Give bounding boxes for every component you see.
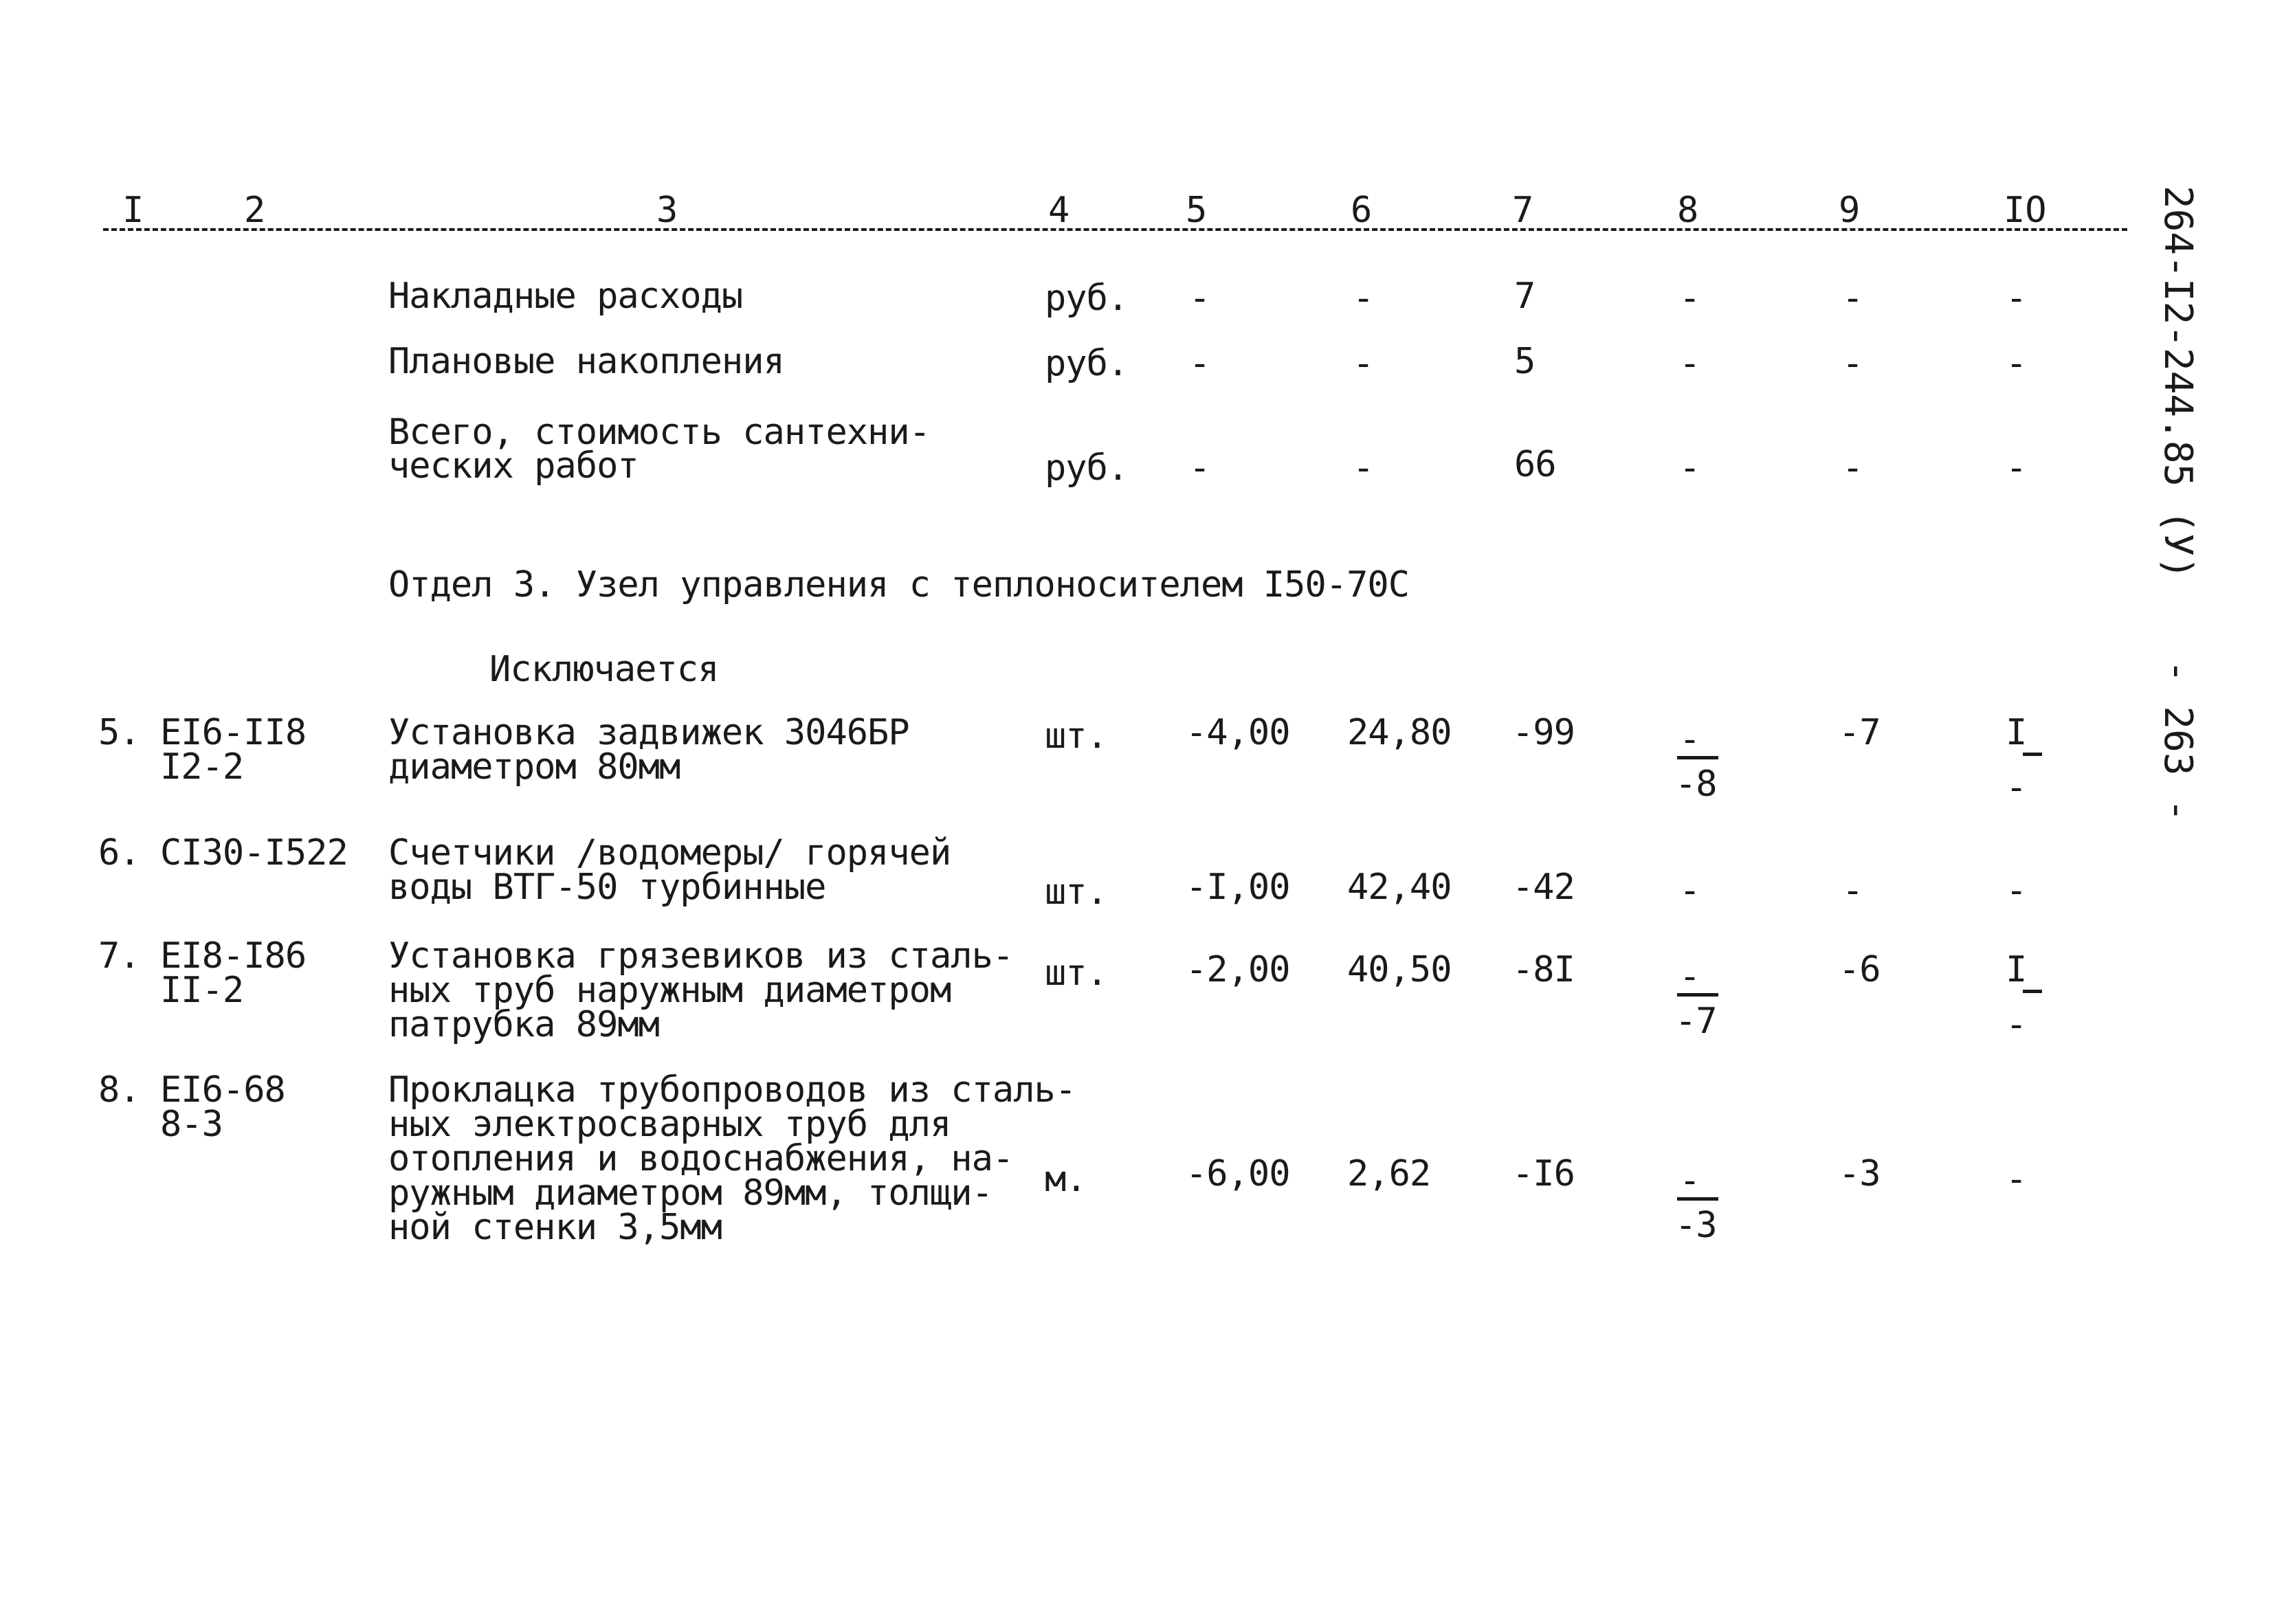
row-7-unit: шт. bbox=[1045, 953, 1107, 994]
row-5-unit: шт. bbox=[1045, 715, 1107, 757]
summary-savings-c5: - bbox=[1189, 343, 1210, 384]
row-6-code1: CI30-I522 bbox=[160, 832, 348, 874]
summary-overhead-c9: - bbox=[1842, 278, 1863, 319]
summary-total-c8: - bbox=[1679, 447, 1700, 489]
row-7-c10-bottom: - bbox=[2006, 1004, 2027, 1045]
col-header-9: 9 bbox=[1839, 190, 1861, 231]
row-7-c9: -6 bbox=[1839, 949, 1881, 990]
row-6-c5: -I,00 bbox=[1186, 867, 1290, 908]
summary-total-c5: - bbox=[1189, 447, 1210, 489]
row-5-num: 5. bbox=[98, 712, 140, 753]
col-header-4: 4 bbox=[1048, 190, 1070, 231]
summary-overhead-c10: - bbox=[2006, 278, 2027, 319]
row-7-c6: 40,50 bbox=[1347, 949, 1452, 990]
row-6-c7: -42 bbox=[1512, 867, 1575, 908]
row-8-c5: -6,00 bbox=[1186, 1153, 1290, 1194]
row-7-code2: II-2 bbox=[160, 970, 244, 1011]
summary-overhead-name: Накладные расходы bbox=[388, 276, 743, 317]
row-5-c8-bottom: -8 bbox=[1675, 764, 1717, 805]
row-8-c6: 2,62 bbox=[1347, 1153, 1431, 1194]
summary-savings-name: Плановые накопления bbox=[388, 341, 784, 382]
row-5-c7: -99 bbox=[1512, 712, 1575, 753]
summary-savings-c10: - bbox=[2006, 343, 2027, 384]
summary-overhead-c6: - bbox=[1353, 278, 1374, 319]
header-rule bbox=[103, 228, 2127, 231]
row-6-c9: - bbox=[1842, 870, 1863, 911]
row-7-c10-top: I bbox=[2006, 949, 2027, 990]
summary-total-c6: - bbox=[1353, 447, 1374, 489]
row-8-c8-fraction-bar bbox=[1677, 1197, 1718, 1201]
summary-total-c7: 66 bbox=[1514, 444, 1556, 485]
row-8-desc-4: ружным диаметром 89мм, толщи- bbox=[388, 1172, 993, 1214]
document-code: 264-I2-244.85 (У) bbox=[2155, 186, 2200, 580]
row-5-c8-top: - bbox=[1679, 719, 1700, 760]
row-8-unit: м. bbox=[1045, 1159, 1087, 1200]
summary-total-name-line2: ческих работ bbox=[388, 445, 639, 487]
summary-total-unit: руб. bbox=[1045, 447, 1129, 489]
summary-overhead-c7: 7 bbox=[1514, 276, 1535, 317]
summary-total-c9: - bbox=[1842, 447, 1863, 489]
row-5-c8-fraction-bar bbox=[1677, 756, 1718, 759]
summary-overhead-c5: - bbox=[1189, 278, 1210, 319]
summary-total-c10: - bbox=[2006, 447, 2027, 489]
row-6-c10: - bbox=[2006, 870, 2027, 911]
page-number: - 263 - bbox=[2155, 660, 2200, 823]
row-7-c8-top: - bbox=[1679, 956, 1700, 997]
row-5-c6: 24,80 bbox=[1347, 712, 1452, 753]
col-header-1: I bbox=[122, 190, 144, 231]
col-header-10: IO bbox=[2004, 190, 2047, 231]
col-header-6: 6 bbox=[1351, 190, 1373, 231]
row-6-c6: 42,40 bbox=[1347, 867, 1452, 908]
row-7-c7: -8I bbox=[1512, 949, 1575, 990]
row-7-c8-fraction-bar bbox=[1677, 993, 1718, 997]
col-header-2: 2 bbox=[244, 190, 266, 231]
summary-overhead-c8: - bbox=[1679, 278, 1700, 319]
row-7-desc-1: Установка грязевиков из сталь- bbox=[388, 935, 1014, 977]
row-7-num: 7. bbox=[98, 935, 140, 977]
summary-savings-c7: 5 bbox=[1514, 341, 1535, 382]
row-8-code1: EI6-68 bbox=[160, 1069, 285, 1111]
row-5-code2: I2-2 bbox=[160, 746, 244, 788]
summary-savings-c9: - bbox=[1842, 343, 1863, 384]
row-7-c5: -2,00 bbox=[1186, 949, 1290, 990]
row-5-c9: -7 bbox=[1839, 712, 1881, 753]
col-header-8: 8 bbox=[1677, 190, 1699, 231]
row-8-c9: -3 bbox=[1839, 1153, 1881, 1194]
row-7-c8-bottom: -7 bbox=[1675, 1001, 1717, 1042]
row-7-desc-2: ных труб наружным диаметром bbox=[388, 970, 951, 1011]
summary-savings-c6: - bbox=[1353, 343, 1374, 384]
section-title: Отдел 3. Узел управления с теплоносителем I50-70С bbox=[388, 564, 1410, 605]
summary-total-name-line1: Всего, стоимость сантехни- bbox=[388, 412, 930, 453]
row-6-desc-1: Счетчики /водомеры/ горячей bbox=[388, 832, 951, 874]
row-8-num: 8. bbox=[98, 1069, 140, 1111]
row-5-code1: EI6-II8 bbox=[160, 712, 307, 753]
row-8-c7: -I6 bbox=[1512, 1153, 1575, 1194]
summary-savings-c8: - bbox=[1679, 343, 1700, 384]
row-8-c8-bottom: -3 bbox=[1675, 1205, 1717, 1246]
row-6-num: 6. bbox=[98, 832, 140, 874]
row-5-c10-bottom: - bbox=[2006, 767, 2027, 808]
row-6-desc-2: воды ВТГ-50 турбинные bbox=[388, 867, 826, 908]
summary-overhead-unit: руб. bbox=[1045, 278, 1129, 319]
excluded-label: Исключается bbox=[489, 649, 719, 690]
row-6-c8: - bbox=[1679, 870, 1700, 911]
summary-savings-unit: руб. bbox=[1045, 343, 1129, 384]
row-8-desc-5: ной стенки 3,5мм bbox=[388, 1207, 722, 1248]
row-5-c5: -4,00 bbox=[1186, 712, 1290, 753]
col-header-3: 3 bbox=[656, 190, 678, 231]
col-header-7: 7 bbox=[1512, 190, 1534, 231]
row-8-c10: - bbox=[2006, 1159, 2027, 1200]
row-5-c10-underline bbox=[2023, 753, 2042, 756]
row-8-code2: 8-3 bbox=[160, 1104, 223, 1145]
col-header-5: 5 bbox=[1186, 190, 1208, 231]
row-7-desc-3: патрубка 89мм bbox=[388, 1004, 659, 1045]
row-8-desc-2: ных электросварных труб для bbox=[388, 1104, 951, 1145]
row-7-code1: EI8-I86 bbox=[160, 935, 307, 977]
row-8-desc-3: отопления и водоснабжения, на- bbox=[388, 1138, 1014, 1179]
row-8-c8-top: - bbox=[1679, 1160, 1700, 1201]
row-5-desc-2: диаметром 80мм bbox=[388, 746, 680, 788]
row-8-desc-1: Проклацка трубопроводов из сталь- bbox=[388, 1069, 1076, 1111]
row-7-c10-underline bbox=[2023, 990, 2042, 993]
row-6-unit: шт. bbox=[1045, 871, 1107, 913]
row-5-c10-top: I bbox=[2006, 712, 2027, 753]
row-5-desc-1: Установка задвижек 3046БР bbox=[388, 712, 909, 753]
